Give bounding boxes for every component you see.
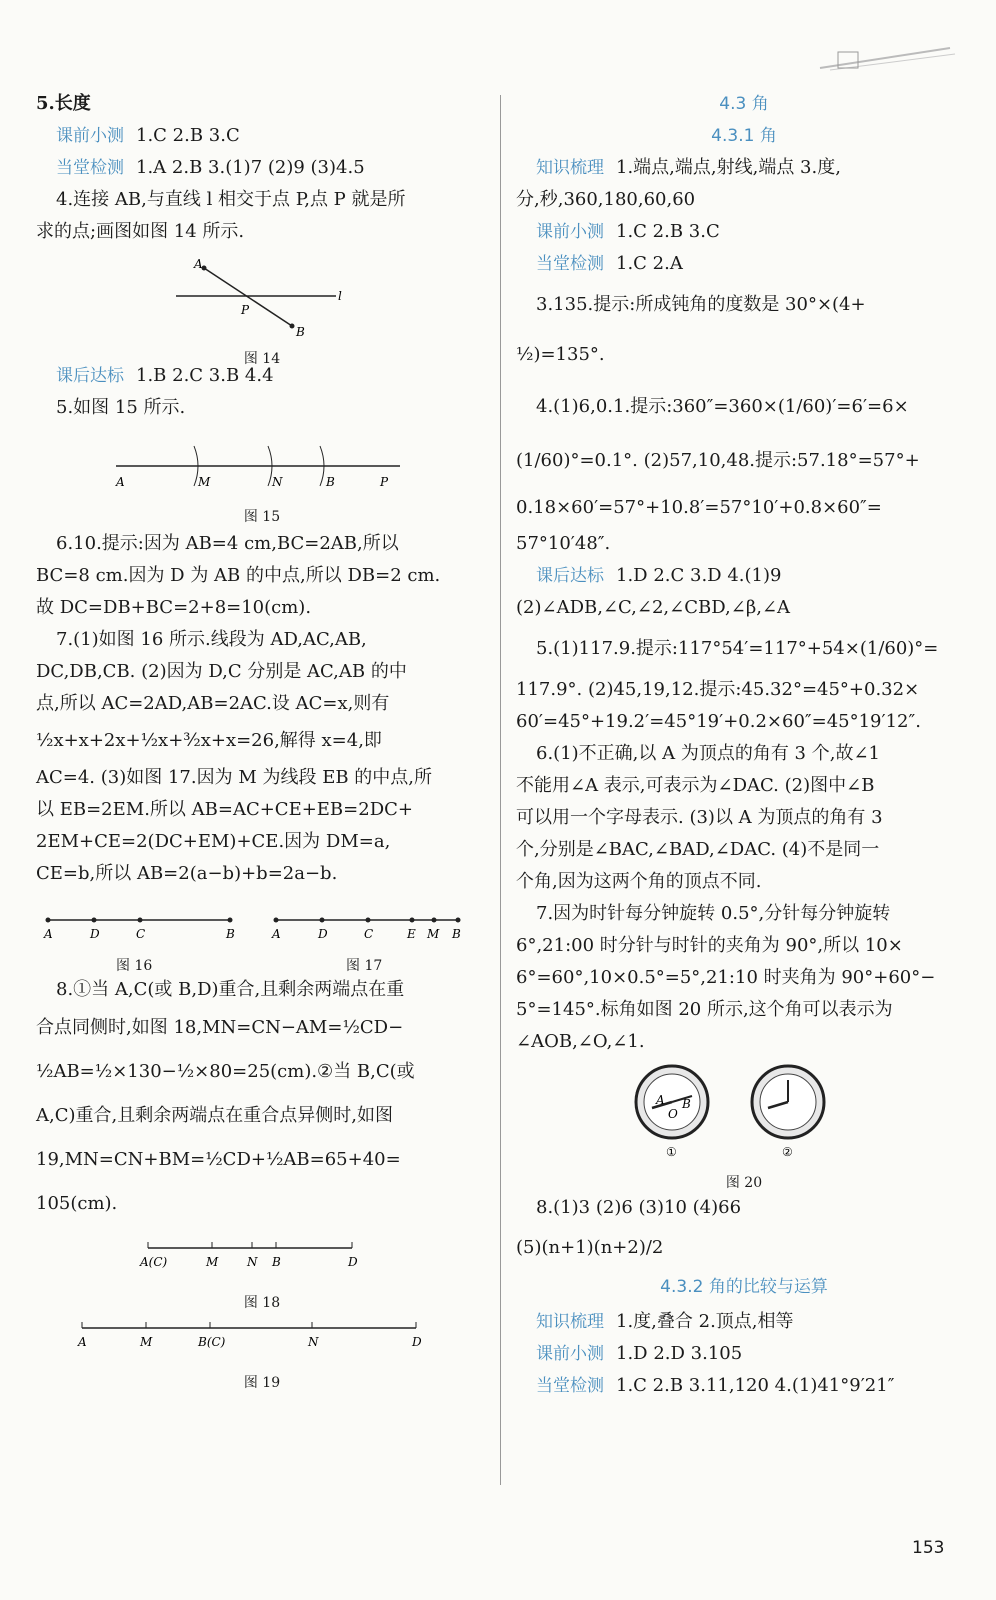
text-line: DC,DB,CB. (2)因为 D,C 分别是 AC,AB 的中 <box>36 661 407 682</box>
point-label: B <box>226 927 235 941</box>
answers: 1.D 2.D 3.105 <box>616 1343 743 1364</box>
point-label: A(C) <box>140 1255 168 1269</box>
clock-number: ② <box>782 1145 793 1159</box>
point-label: N <box>308 1335 319 1349</box>
text-line: (5)(n+1)(n+2)/2 <box>516 1237 664 1258</box>
label: 课后达标 <box>56 366 124 386</box>
text-line: (1/60)°=0.1°. (2)57,10,48.提示:57.18°=57°+ <box>516 450 920 471</box>
text-line: ∠AOB,∠O,∠1. <box>516 1031 645 1052</box>
text-line: 57°10′48″. <box>516 533 611 554</box>
subsection-heading: 4.3.2 角的比较与运算 <box>660 1277 828 1297</box>
point-label: B(C) <box>198 1335 226 1349</box>
text-line: 可以用一个字母表示. (3)以 A 为顶点的角有 3 <box>516 807 883 828</box>
text-line: 7.(1)如图 16 所示.线段为 AD,AC,AB, <box>56 629 367 650</box>
point-label: N <box>272 475 283 489</box>
label: 课前小测 <box>56 126 124 146</box>
text-line: CE=b,所以 AB=2(a−b)+b=2a−b. <box>36 863 338 884</box>
point-label: M <box>427 927 440 941</box>
answers: 1.C 2.B 3.C <box>136 125 240 146</box>
point-label: B <box>326 475 335 489</box>
text-line: 5°=145°.标角如图 20 所示,这个角可以表示为 <box>516 999 893 1020</box>
point-label: M <box>140 1335 153 1349</box>
label: 当堂检测 <box>536 254 604 274</box>
text-line: AC=4. (3)如图 17.因为 M 为线段 EB 的中点,所 <box>36 767 432 788</box>
figure-19 <box>36 1306 488 1391</box>
text-line: ½x+x+2x+½x+³⁄₂x+x=26,解得 x=4,即 <box>36 730 382 751</box>
point-label: A <box>272 927 281 941</box>
figure-caption: 图 19 <box>243 1375 281 1391</box>
point-label: A <box>656 1093 665 1107</box>
right-column <box>516 88 972 1402</box>
answers: 1.A 2.B 3.(1)7 (2)9 (3)4.5 <box>136 157 365 178</box>
clock-icon <box>636 1066 708 1138</box>
text-line: 求的点;画图如图 14 所示. <box>36 221 245 242</box>
figure-caption: 图 16 <box>116 958 153 974</box>
text-line: 个,分别是∠BAC,∠BAD,∠DAC. (4)不是同一 <box>516 839 880 860</box>
text-line: 0.18×60′=57°+10.8′=57°10′+0.8×60″= <box>516 497 882 518</box>
text-line: 以 EB=2EM.所以 AB=AC+CE+EB=2DC+ <box>36 799 413 820</box>
point-label: M <box>198 475 211 489</box>
answers: 1.D 2.C 3.D 4.(1)9 <box>616 565 782 586</box>
text-line: (2)∠ADB,∠C,∠2,∠CBD,∠β,∠A <box>516 597 791 618</box>
text-line: 5.(1)117.9.提示:117°54′=117°+54×(1/60)°= <box>536 638 939 659</box>
answer-row <box>516 1306 972 1338</box>
answers: 1.端点,端点,射线,端点 3.度, <box>616 157 841 178</box>
section-heading: 4.3 角 <box>719 94 769 114</box>
label: 当堂检测 <box>56 158 124 178</box>
label: 课后达标 <box>536 566 604 586</box>
figures-16-17 <box>36 890 488 974</box>
section-title: 5.长度 <box>36 93 91 114</box>
text-line: 3.135.提示:所成钝角的度数是 30°×(4+ <box>536 294 866 315</box>
point-label: A <box>44 927 53 941</box>
text-line: 7.因为时针每分钟旋转 0.5°,分针每分钟旋转 <box>536 903 891 924</box>
subsection-heading: 4.3.1 角 <box>711 126 777 146</box>
figure-15 <box>36 424 488 528</box>
answers: 1.C 2.A <box>616 253 683 274</box>
text-line: 6.(1)不正确,以 A 为顶点的角有 3 个,故∠1 <box>536 743 880 764</box>
point-label: B <box>272 1255 281 1269</box>
text-line: 117.9°. (2)45,19,12.提示:45.32°=45°+0.32× <box>516 679 920 700</box>
label: 课前小测 <box>536 222 604 242</box>
figure-caption: 图 20 <box>725 1175 763 1191</box>
figure-caption: 图 17 <box>346 958 383 974</box>
text-line: 分,秒,360,180,60,60 <box>516 189 696 210</box>
column-divider <box>500 95 501 1485</box>
label: 课前小测 <box>536 1344 604 1364</box>
text-line: 60′=45°+19.2′=45°19′+0.2×60″=45°19′12″. <box>516 711 921 732</box>
figure-caption: 图 15 <box>243 509 281 525</box>
point-label: E <box>407 927 416 941</box>
figure-14 <box>36 248 488 367</box>
corner-decoration <box>810 40 960 84</box>
page-number: 153 <box>912 1538 945 1558</box>
text-line: 105(cm). <box>36 1193 118 1214</box>
point-label: O <box>668 1107 678 1121</box>
answers: 1.C 2.B 3.11,120 4.(1)41°9′21″ <box>616 1375 895 1396</box>
figure-20 <box>516 1058 972 1191</box>
answer-row <box>36 152 488 184</box>
point-label: A <box>194 257 203 271</box>
text-line: 6.10.提示:因为 AB=4 cm,BC=2AB,所以 <box>56 533 399 554</box>
answer-row <box>516 1370 972 1402</box>
point-label: C <box>136 927 146 941</box>
text-line: 故 DC=DB+BC=2+8=10(cm). <box>36 597 312 618</box>
point-label: P <box>380 475 389 489</box>
answer-row <box>516 216 972 248</box>
label: 知识梳理 <box>536 1312 604 1332</box>
label: 当堂检测 <box>536 1376 604 1396</box>
text-line: 个角,因为这两个角的顶点不同. <box>516 871 762 892</box>
answers: 1.度,叠合 2.顶点,相等 <box>616 1311 794 1332</box>
clock-number: ① <box>666 1145 677 1159</box>
answers: 1.C 2.B 3.C <box>616 221 720 242</box>
point-label: A <box>116 475 125 489</box>
answers: 1.B 2.C 3.B 4.4 <box>136 365 274 386</box>
answer-row <box>516 560 972 592</box>
text-line: 合点同侧时,如图 18,MN=CN−AM=½CD− <box>36 1017 404 1038</box>
point-label: D <box>348 1255 358 1269</box>
text-line: 6°=60°,10×0.5°=5°,21:10 时夹角为 90°+60°− <box>516 967 936 988</box>
label: 知识梳理 <box>536 158 604 178</box>
text-line: 8.(1)3 (2)6 (3)10 (4)66 <box>536 1197 742 1218</box>
text-line: 19,MN=CN+BM=½CD+½AB=65+40= <box>36 1149 401 1170</box>
text-line: 5.如图 15 所示. <box>56 397 186 418</box>
text-line: 8.①当 A,C(或 B,D)重合,且剩余两端点在重 <box>56 979 405 1000</box>
point-label: B <box>452 927 461 941</box>
point-label: N <box>247 1255 258 1269</box>
text-line: 2EM+CE=2(DC+EM)+CE.因为 DM=a, <box>36 831 391 852</box>
point-label: D <box>90 927 100 941</box>
figure-caption: 图 14 <box>243 351 281 367</box>
answer-row <box>516 1338 972 1370</box>
text-line: 点,所以 AC=2AD,AB=2AC.设 AC=x,则有 <box>36 693 390 714</box>
text-line: 4.连接 AB,与直线 l 相交于点 P,点 P 就是所 <box>56 189 406 210</box>
point-label: C <box>364 927 374 941</box>
clock-icon <box>752 1066 824 1138</box>
point-label: A <box>78 1335 87 1349</box>
point-label: D <box>412 1335 422 1349</box>
text-line: 4.(1)6,0.1.提示:360″=360×(1/60)′=6′=6× <box>536 396 909 417</box>
text-line: 不能用∠A 表示,可表示为∠DAC. (2)图中∠B <box>516 775 875 796</box>
left-column <box>36 88 488 1391</box>
answer-row <box>36 120 488 152</box>
text-line: A,C)重合,且剩余两端点在重合点异侧时,如图 <box>36 1105 393 1126</box>
point-label: D <box>318 927 328 941</box>
line-label: l <box>338 289 342 303</box>
answer-row <box>516 248 972 280</box>
text-line: BC=8 cm.因为 D 为 AB 的中点,所以 DB=2 cm. <box>36 565 441 586</box>
point-label: B <box>682 1097 691 1111</box>
point-label: M <box>206 1255 219 1269</box>
point-label: P <box>241 303 250 317</box>
text-line: 6°,21:00 时分针与时针的夹角为 90°,所以 10× <box>516 935 903 956</box>
text-line: ½)=135°. <box>516 344 605 365</box>
text-line: ½AB=½×130−½×80=25(cm).②当 B,C(或 <box>36 1061 415 1082</box>
point-label: B <box>296 325 305 338</box>
answer-row <box>516 152 972 184</box>
figure-caption: 图 18 <box>243 1295 281 1311</box>
figure-18 <box>36 1226 488 1311</box>
